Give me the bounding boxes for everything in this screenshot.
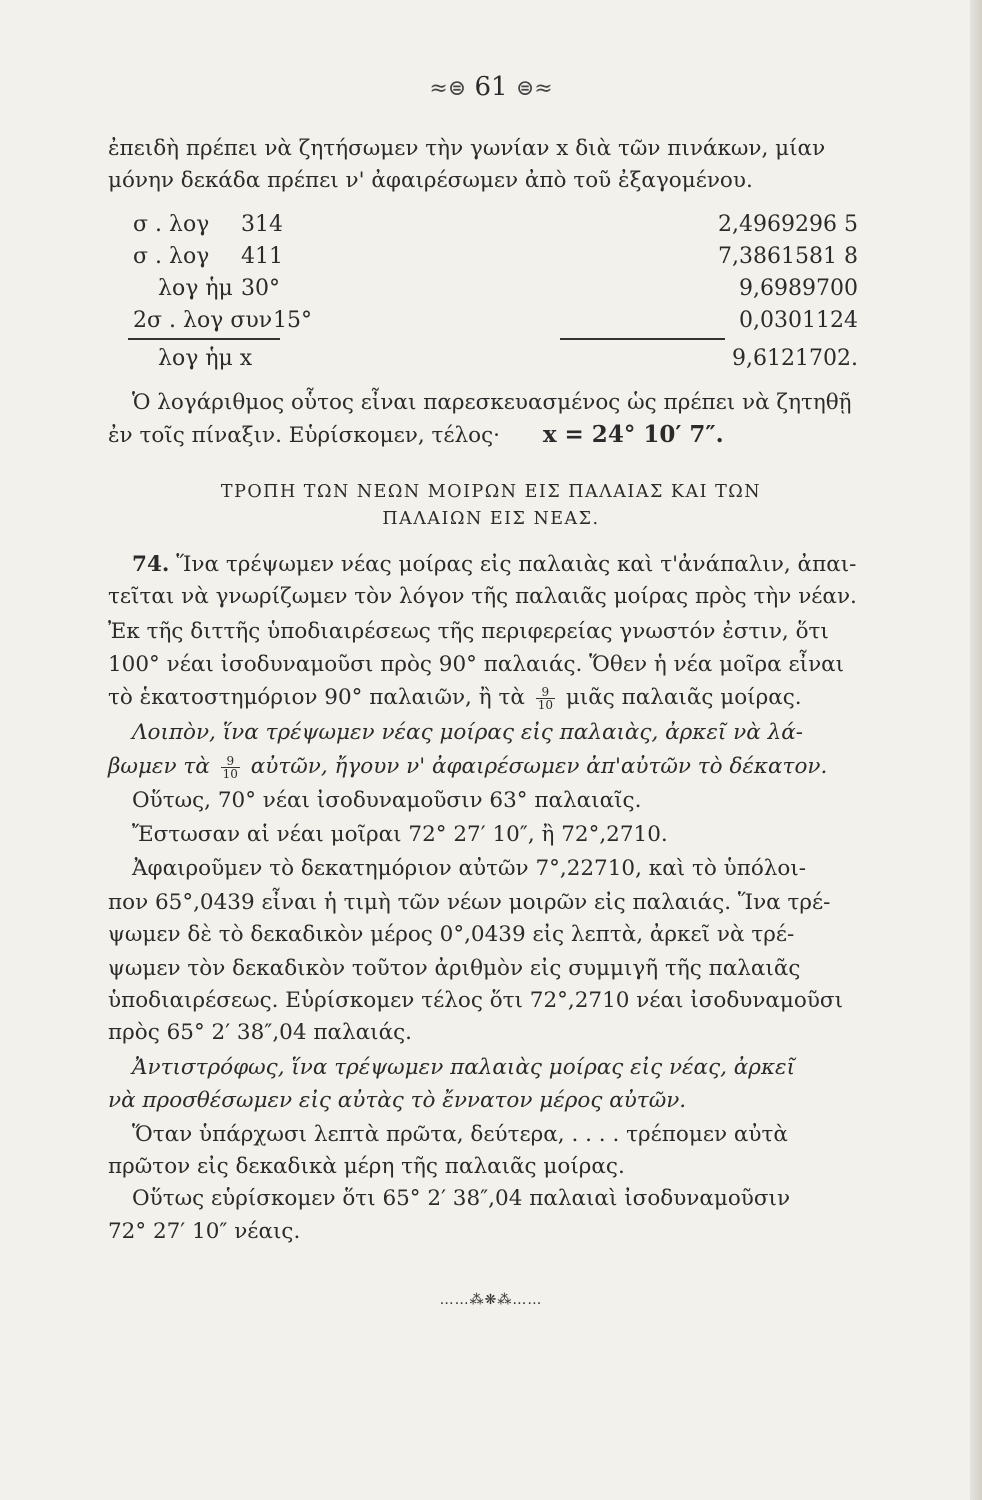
page-header	[0, 72, 982, 102]
example-line-3: Ἀφαιροῦμεν τὸ δεκατημόριον αὐτῶν 7°,22710, καὶ τὸ ὑπόλοι-	[132, 856, 807, 881]
fraction-numerator: 9	[536, 686, 555, 699]
para74-text: τὸ ἑκατοστημόριον 90° παλαιῶν, ἢ τὰ	[108, 685, 525, 710]
para74-text: μιᾶς παλαιᾶς μοίρας.	[565, 685, 802, 710]
example-line-6: ψωμεν τὸν δεκαδικὸν τοῦτον ἀριθμὸν εἰς συμμιγῆ τῆς παλαιᾶς	[108, 956, 801, 981]
final-line-4: 72° 27′ 10″ νέαις.	[108, 1219, 301, 1244]
para74-line-2: τεῖται νὰ γνωρίζωμεν τὸν λόγον τῆς παλαιᾶς μοίρας πρὸς τὴν νέαν.	[108, 584, 857, 609]
header-ornament-right-icon: ⊜≈	[515, 76, 553, 101]
section-heading-line-1: ΤΡΟΠΗ ΤΩΝ ΝΕΩΝ ΜΟΙΡΩΝ ΕΙΣ ΠΑΛΑΙΑΣ ΚΑΙ ΤΩΝ	[220, 482, 762, 502]
final-line-2: πρῶτον εἰς δεκαδικὰ μέρη τῆς παλαιᾶς μοίρας.	[108, 1154, 625, 1179]
fraction-nine-tenths	[536, 686, 555, 711]
calc-label: σ . λογ	[133, 212, 210, 237]
page-edge	[970, 0, 982, 1500]
calc-arg: 411	[241, 244, 283, 269]
example-line-7: ὑποδιαιρέσεως. Εὑρίσκομεν τέλος ὅτι 72°,2710 νέαι ἰσοδυναμοῦσι	[108, 988, 844, 1013]
loipon-line-1: Λοιπὸν, ἵνα τρέψωμεν νέας μοίρας εἰς παλαιὰς, ἀρκεῖ νὰ λά-	[132, 720, 804, 745]
example-line-4: πον 65°,0439 εἶναι ἡ τιμὴ τῶν νέων μοιρῶν εἰς παλαιάς. Ἵνα τρέ-	[108, 890, 831, 915]
intro-line-2: μόνην δεκάδα πρέπει ν' ἀφαιρέσωμεν ἀπὸ τοῦ ἐξαγομένου.	[108, 168, 753, 193]
fraction-numerator: 9	[221, 755, 240, 768]
example-line-5: ψωμεν δὲ τὸ δεκαδικὸν μέρος 0°,0439 εἰς λεπτὰ, ἀρκεῖ νὰ τρέ-	[108, 922, 795, 947]
calc-value: 0,0301124	[739, 308, 858, 333]
final-line-3: Οὕτως εὑρίσκομεν ὅτι 65° 2′ 38″,04 παλαιαὶ ἰσοδυναμοῦσιν	[132, 1186, 791, 1211]
conclusion-line-1: Ὁ λογάριθμος οὗτος εἶναι παρεσκευασμένος ὡς πρέπει νὰ ζητηθῇ	[132, 390, 852, 415]
fraction-denominator: 10	[537, 697, 553, 712]
conclusion-result: x = 24° 10′ 7″.	[542, 421, 724, 448]
para74-text: Ἵνα τρέψωμεν νέας μοίρας εἰς παλαιὰς καὶ τ'ἀνάπαλιν, ἀπαι-	[176, 552, 857, 577]
final-line-1: Ὅταν ὑπάρχωσι λεπτὰ πρῶτα, δεύτερα, . . . . τρέπομεν αὐτὰ	[132, 1122, 788, 1147]
example-line-2: Ἔστωσαν αἱ νέαι μοῖραι 72° 27′ 10″, ἢ 72°,2710.	[132, 822, 668, 847]
calc-value: 7,3861581 8	[718, 244, 858, 269]
calc-value: 9,6989700	[739, 276, 858, 301]
calc-underline-right	[560, 338, 725, 340]
calc-arg: 15°	[273, 308, 312, 333]
para74-line-4: 100° νέαι ἰσοδυναμοῦσι πρὸς 90° παλαιάς. Ὅθεν ἡ νέα μοῖρα εἶναι	[108, 652, 845, 677]
calc-value: 2,4969296 5	[718, 212, 858, 237]
loipon-line-2	[108, 750, 828, 784]
converse-line-1: Ἀντιστρόφως, ἵνα τρέψωμεν παλαιὰς μοίρας εἰς νέας, ἀρκεῖ	[132, 1055, 796, 1080]
page-number: 61	[474, 72, 508, 102]
converse-line-2: νὰ προσθέσωμεν εἰς αὐτὰς τὸ ἔννατον μέρος αὐτῶν.	[108, 1088, 687, 1113]
loipon-text: βωμεν τὰ	[108, 754, 210, 779]
calc-result-label: λογ ἡμ x	[158, 346, 253, 371]
para74-line-3: Ἐκ τῆς διττῆς ὑποδιαιρέσεως τῆς περιφερείας γνωστόν ἐστιν, ὅτι	[108, 619, 829, 644]
example-line-8: πρὸς 65° 2′ 38″,04 παλαιάς.	[108, 1020, 412, 1045]
calc-arg: 314	[241, 212, 283, 237]
fleuron-divider-icon: ……⁂❋⁂……	[439, 1292, 543, 1308]
fraction-denominator: 10	[222, 766, 238, 781]
para74-line-1	[132, 548, 857, 582]
calc-result-value: 9,6121702.	[732, 346, 858, 371]
calc-underline-left	[128, 338, 280, 340]
calc-label: 2σ . λογ συν	[133, 308, 273, 333]
header-ornament-left-icon: ≈⊜	[429, 76, 467, 101]
calc-arg: 30°	[241, 276, 280, 301]
section-heading-line-2: ΠΑΛΑΙΩΝ ΕΙΣ ΝΕΑΣ.	[382, 509, 600, 529]
conclusion-line-2	[108, 418, 763, 453]
intro-line-1: ἐπειδὴ πρέπει νὰ ζητήσωμεν τὴν γωνίαν x διὰ τῶν πινάκων, μίαν	[108, 136, 826, 161]
example-line-1: Οὕτως, 70° νέαι ἰσοδυναμοῦσιν 63° παλαιαῖς.	[132, 788, 642, 813]
fraction-nine-tenths	[221, 755, 240, 780]
loipon-text: αὐτῶν, ἤγουν ν' ἀφαιρέσωμεν ἀπ'αὐτῶν τὸ δέκατον.	[250, 754, 828, 779]
conclusion-text: ἐν τοῖς πίναξιν. Εὑρίσκομεν, τέλος·	[108, 423, 500, 448]
para74-number: 74.	[132, 552, 170, 577]
para74-line-5	[108, 681, 802, 715]
calc-label: σ . λογ	[133, 244, 210, 269]
calc-label: λογ ἡμ	[158, 276, 233, 301]
